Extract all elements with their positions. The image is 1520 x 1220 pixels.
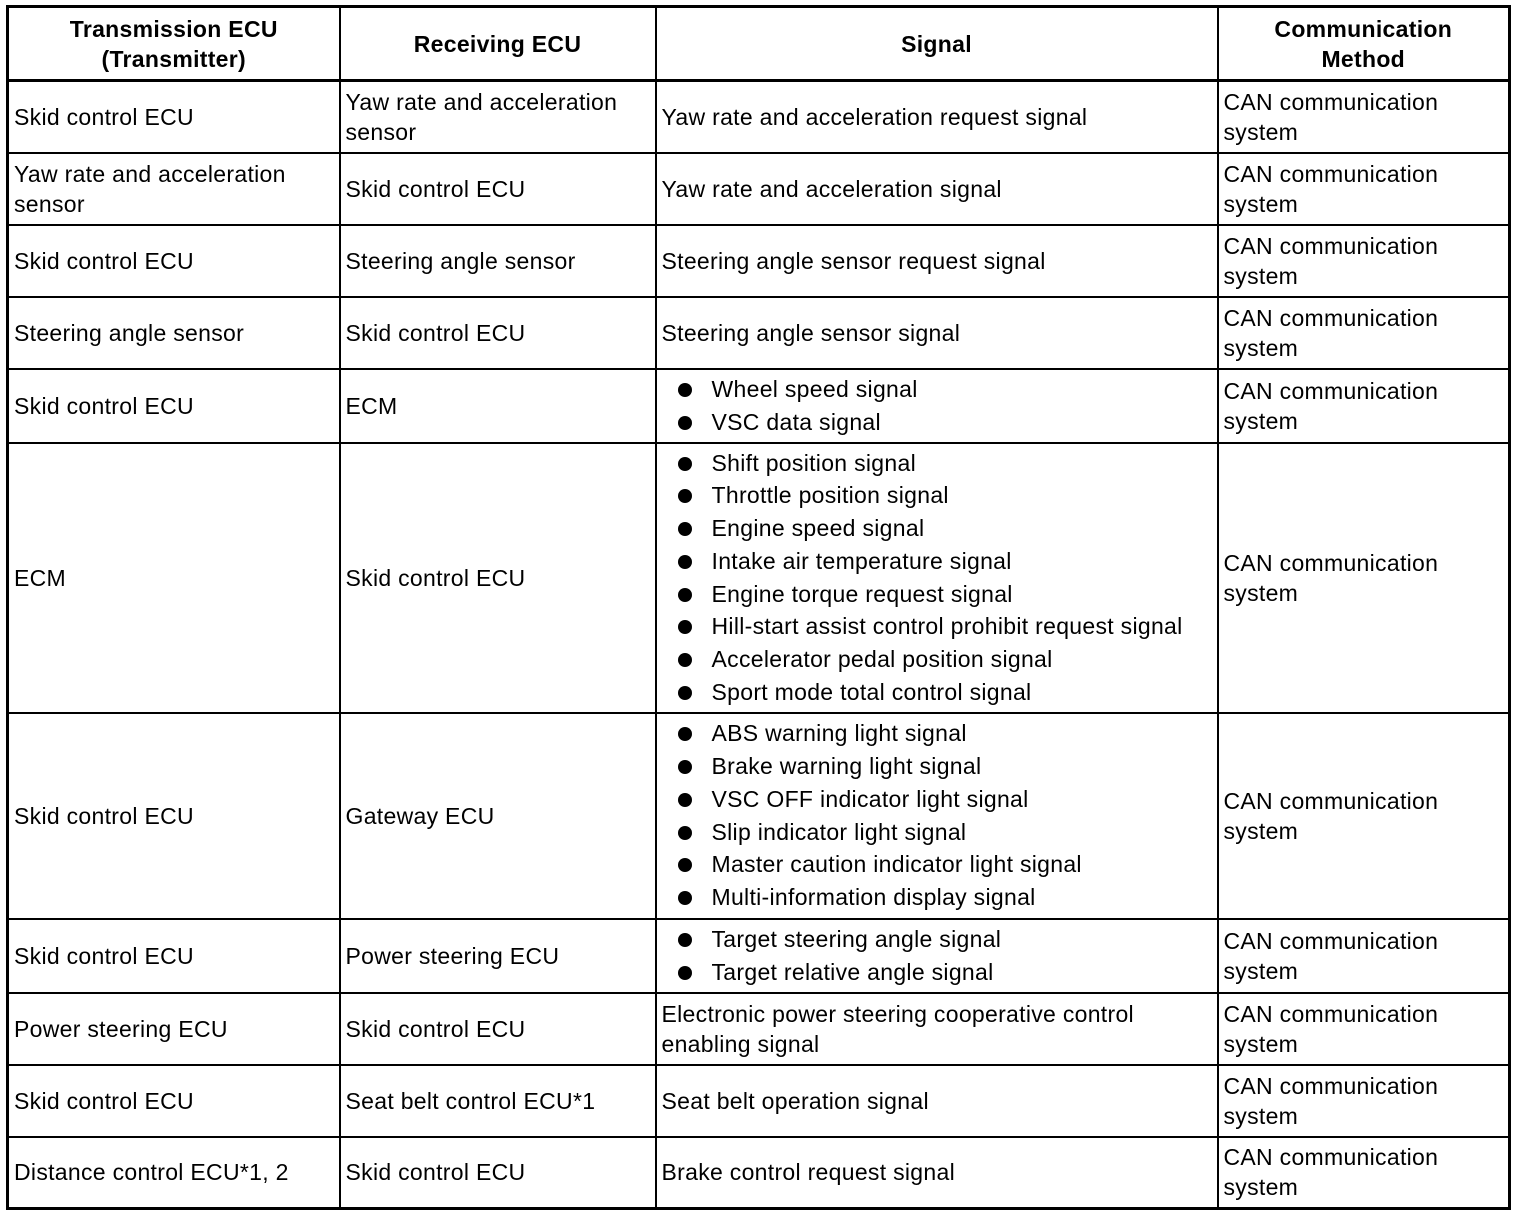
signal-list xyxy=(662,717,1212,913)
bullet-icon xyxy=(678,966,692,980)
table-body xyxy=(8,81,1510,1209)
cell-transmitter: Skid control ECU xyxy=(8,369,340,443)
bullet-icon xyxy=(678,457,692,471)
bullet-icon xyxy=(678,793,692,807)
bullet-icon xyxy=(678,588,692,602)
bullet-icon xyxy=(678,686,692,700)
cell-transmitter: Distance control ECU*1, 2 xyxy=(8,1137,340,1209)
signal-text: VSC data signal xyxy=(711,408,881,435)
table-row xyxy=(8,297,1510,369)
signal-text: Target relative angle signal xyxy=(711,958,994,985)
signal-list-item xyxy=(678,447,1212,480)
table-row xyxy=(8,1065,1510,1137)
cell-method: CAN communication system xyxy=(1218,153,1510,225)
cell-receiver: Seat belt control ECU*1 xyxy=(340,1065,656,1137)
cell-method: CAN communication system xyxy=(1218,993,1510,1065)
bullet-icon xyxy=(678,522,692,536)
signal-list-item xyxy=(678,956,1212,989)
table-row xyxy=(8,443,1510,713)
cell-transmitter: Power steering ECU xyxy=(8,993,340,1065)
header-transmitter-line2: (Transmitter) xyxy=(101,45,246,72)
bullet-icon xyxy=(678,933,692,947)
signal-text: Brake warning light signal xyxy=(711,753,982,780)
signal-list-item xyxy=(678,479,1212,512)
signal-list-item xyxy=(678,783,1212,816)
signal-list-item xyxy=(678,881,1212,914)
table-row xyxy=(8,81,1510,153)
cell-receiver: ECM xyxy=(340,369,656,443)
signal-list xyxy=(662,447,1212,709)
signal-list xyxy=(662,923,1212,988)
signal-list-item xyxy=(678,676,1212,709)
cell-signal xyxy=(656,443,1218,713)
cell-signal: Seat belt operation signal xyxy=(656,1065,1218,1137)
signal-text: Wheel speed signal xyxy=(711,375,918,402)
cell-method: CAN communication system xyxy=(1218,1137,1510,1209)
cell-signal xyxy=(656,713,1218,919)
bullet-icon xyxy=(678,383,692,397)
cell-transmitter: Skid control ECU xyxy=(8,713,340,919)
bullet-icon xyxy=(678,760,692,774)
table-row xyxy=(8,993,1510,1065)
cell-transmitter: Skid control ECU xyxy=(8,919,340,993)
signal-list-item xyxy=(678,750,1212,783)
bullet-icon xyxy=(678,620,692,634)
table-row xyxy=(8,225,1510,297)
header-transmitter-line1: Transmission ECU xyxy=(69,15,278,42)
signal-text: Engine speed signal xyxy=(711,515,925,542)
signal-list-item xyxy=(678,717,1212,750)
signal-list-item xyxy=(678,406,1212,439)
signal-text: Multi-information display signal xyxy=(711,883,1036,910)
cell-receiver: Steering angle sensor xyxy=(340,225,656,297)
signal-text: Intake air temperature signal xyxy=(711,547,1012,574)
table-row xyxy=(8,153,1510,225)
cell-signal xyxy=(656,919,1218,993)
signal-text: Engine torque request signal xyxy=(711,580,1013,607)
signal-text: ABS warning light signal xyxy=(711,720,967,747)
cell-method: CAN communication system xyxy=(1218,1065,1510,1137)
signal-text: Master caution indicator light signal xyxy=(711,851,1082,878)
bullet-icon xyxy=(678,727,692,741)
signal-list-item xyxy=(678,816,1212,849)
bullet-icon xyxy=(678,891,692,905)
signal-list-item xyxy=(678,923,1212,956)
cell-transmitter: Steering angle sensor xyxy=(8,297,340,369)
cell-transmitter: ECM xyxy=(8,443,340,713)
signal-list-item xyxy=(678,545,1212,578)
cell-signal: Steering angle sensor signal xyxy=(656,297,1218,369)
cell-receiver: Skid control ECU xyxy=(340,153,656,225)
header-receiver: Receiving ECU xyxy=(340,7,656,81)
cell-method: CAN communication system xyxy=(1218,369,1510,443)
cell-receiver: Skid control ECU xyxy=(340,993,656,1065)
signal-list-item xyxy=(678,512,1212,545)
cell-signal: Yaw rate and acceleration signal xyxy=(656,153,1218,225)
signal-list-item xyxy=(678,578,1212,611)
bullet-icon xyxy=(678,416,692,430)
signal-text: Hill-start assist control prohibit request signal xyxy=(711,613,1183,640)
header-transmitter xyxy=(8,7,340,81)
cell-signal: Yaw rate and acceleration request signal xyxy=(656,81,1218,153)
cell-receiver: Gateway ECU xyxy=(340,713,656,919)
cell-method: CAN communication system xyxy=(1218,919,1510,993)
signal-text: VSC OFF indicator light signal xyxy=(711,785,1029,812)
signal-list xyxy=(662,373,1212,438)
signal-list-item xyxy=(678,610,1212,643)
cell-signal: Electronic power steering cooperative control enabling signal xyxy=(656,993,1218,1065)
cell-method: CAN communication system xyxy=(1218,713,1510,919)
cell-receiver: Yaw rate and acceleration sensor xyxy=(340,81,656,153)
cell-transmitter: Skid control ECU xyxy=(8,1065,340,1137)
signal-text: Throttle position signal xyxy=(711,482,949,509)
cell-transmitter: Yaw rate and acceleration sensor xyxy=(8,153,340,225)
signal-text: Sport mode total control signal xyxy=(711,678,1032,705)
cell-signal: Steering angle sensor request signal xyxy=(656,225,1218,297)
cell-receiver: Skid control ECU xyxy=(340,297,656,369)
bullet-icon xyxy=(678,555,692,569)
cell-transmitter: Skid control ECU xyxy=(8,81,340,153)
cell-method: CAN communication system xyxy=(1218,297,1510,369)
cell-receiver: Skid control ECU xyxy=(340,1137,656,1209)
cell-method: CAN communication system xyxy=(1218,81,1510,153)
bullet-icon xyxy=(678,489,692,503)
signal-text: Shift position signal xyxy=(711,449,916,476)
bullet-icon xyxy=(678,826,692,840)
header-method-line1: Communication xyxy=(1274,15,1453,42)
header-method-line2: Method xyxy=(1321,45,1406,72)
cell-receiver: Power steering ECU xyxy=(340,919,656,993)
signal-text: Slip indicator light signal xyxy=(711,818,967,845)
header-row xyxy=(8,7,1510,81)
signal-list-item xyxy=(678,373,1212,406)
cell-receiver: Skid control ECU xyxy=(340,443,656,713)
cell-signal: Brake control request signal xyxy=(656,1137,1218,1209)
cell-transmitter: Skid control ECU xyxy=(8,225,340,297)
cell-method: CAN communication system xyxy=(1218,443,1510,713)
table-row xyxy=(8,1137,1510,1209)
table-row xyxy=(8,369,1510,443)
bullet-icon xyxy=(678,858,692,872)
cell-signal xyxy=(656,369,1218,443)
table-row xyxy=(8,713,1510,919)
signal-text: Target steering angle signal xyxy=(711,925,1002,952)
signal-list-item xyxy=(678,848,1212,881)
cell-method: CAN communication system xyxy=(1218,225,1510,297)
bullet-icon xyxy=(678,653,692,667)
can-communication-table xyxy=(6,5,1511,1210)
header-method xyxy=(1218,7,1510,81)
signal-list-item xyxy=(678,643,1212,676)
signal-text: Accelerator pedal position signal xyxy=(711,645,1053,672)
table-row xyxy=(8,919,1510,993)
header-signal: Signal xyxy=(656,7,1218,81)
